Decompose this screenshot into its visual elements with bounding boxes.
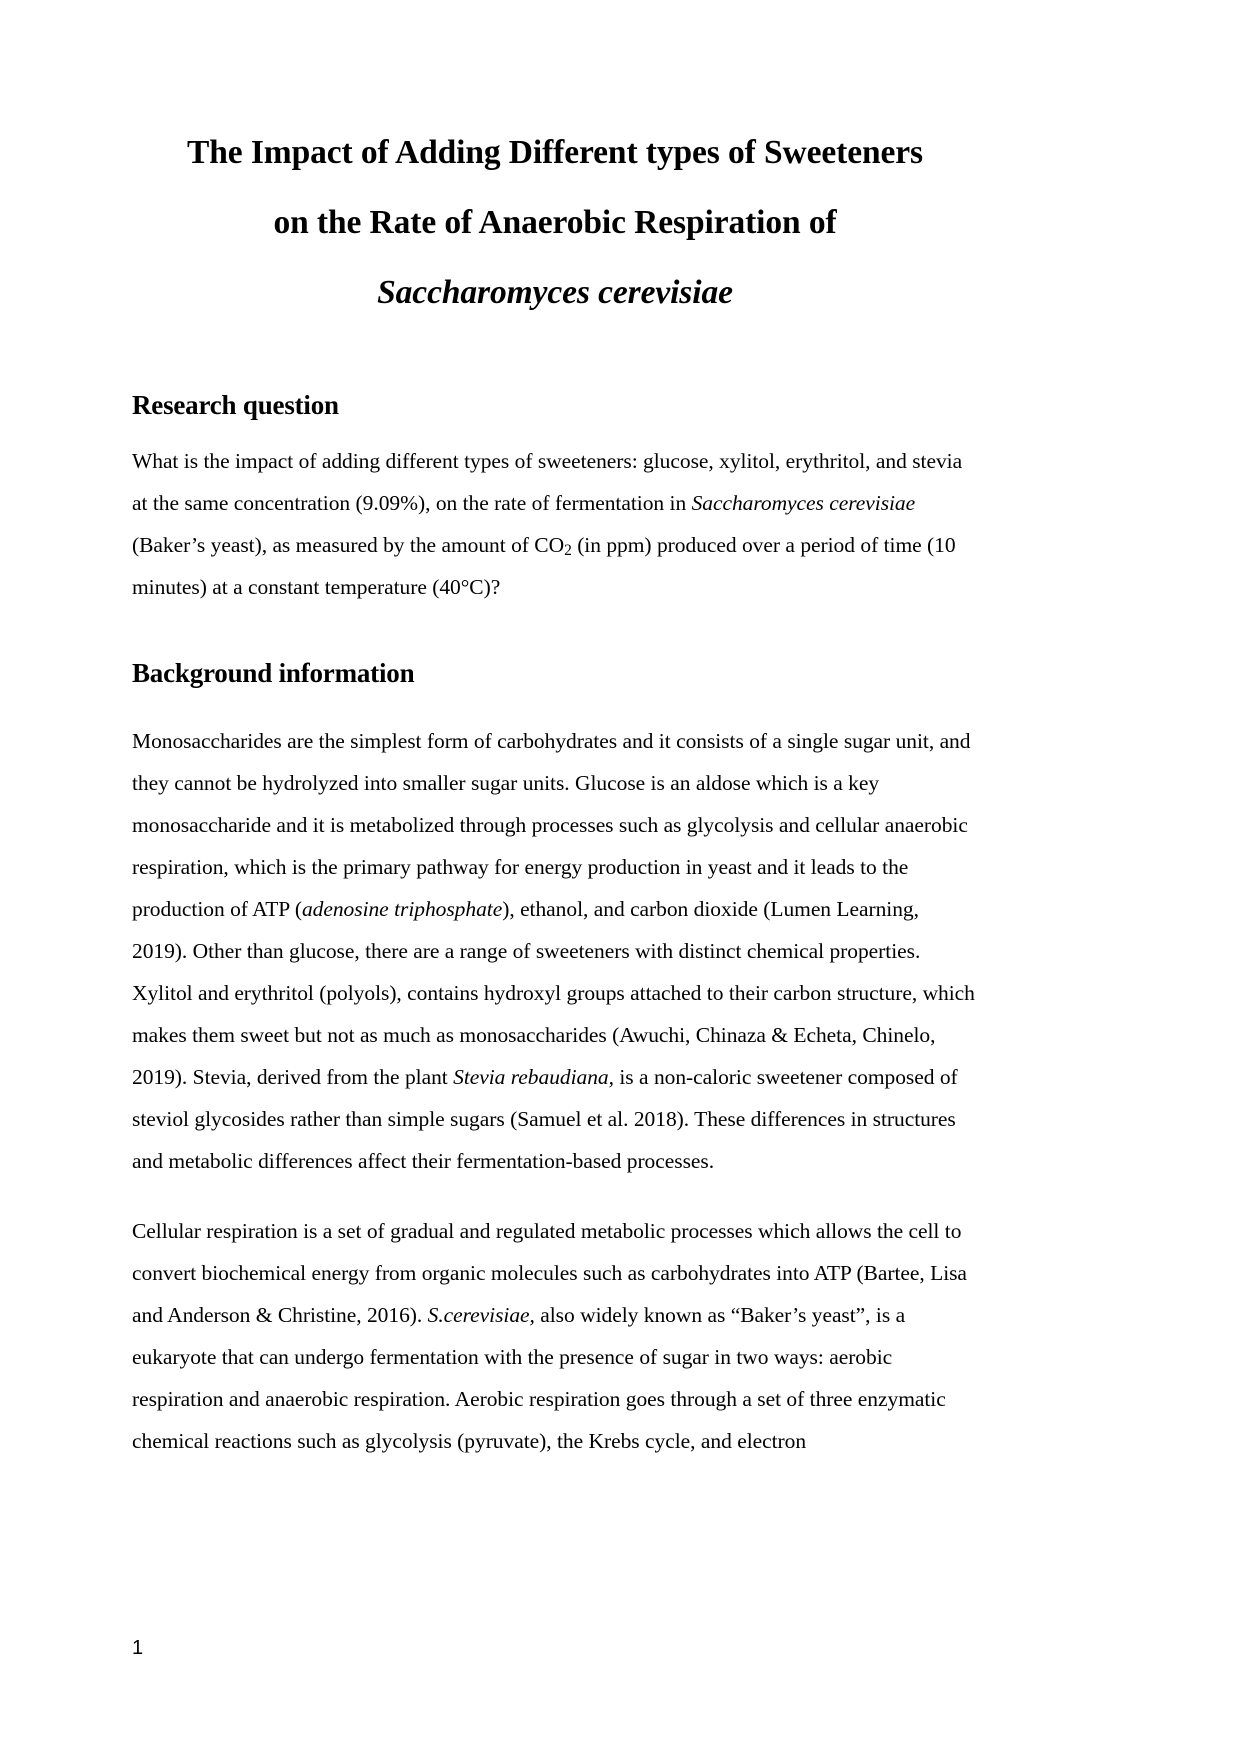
rq-text-part-2: (Baker’s yeast), as measured by the amount of CO (132, 533, 565, 557)
bg2-text-part-2: also widely known as “Baker’s yeast”, is a eukaryote that can undergo fermentation with the presence of sugar in two ways: aerobic respiration and anaerobic respiration. Aerobic respiration goes through a set of three enzymatic chemical reactions such as glycolysis (pyruvate), the Krebs cycle, and electron (132, 1303, 946, 1453)
bg1-text-part-1: Monosaccharides are the simplest form of carbohydrates and it consists of a single sugar unit, and they cannot be hydrolyzed into smaller sugar units. Glucose is an aldose which is a key monosaccharide and it is metabolized through processes such as glycolysis and cellular anaerobic respiration, which is the primary pathway for energy production in yeast and it leads to the production of ATP ( (132, 729, 971, 921)
bg1-text-part-2: ), ethanol, and carbon dioxide (Lumen Learning, 2019). Other than glucose, there are a range of sweeteners with distinct chemical properties. Xylitol and erythritol (polyols), contains hydroxyl groups attached to their carbon structure, which makes them sweet but not as much as monosaccharides (Awuchi, Chinaza & Echeta, Chinelo, 2019). Stevia, derived from the plant (132, 897, 975, 1089)
rq-text-part-3: (in ppm) produced over a period of time (10 minutes) at a constant temperature (40°C)? (132, 533, 956, 599)
bg2-text-part-1: Cellular respiration is a set of gradual and regulated metabolic processes which allows the cell to convert biochemical energy from organic molecules such as carbohydrates into ATP (Bartee, Lisa and Anderson & Christine, 2016). (132, 1219, 967, 1327)
heading-research-question: Research question (132, 390, 339, 420)
co2-subscript: 2 (564, 541, 572, 559)
title-line-2: on the Rate of Anaerobic Respiration of (273, 204, 837, 241)
bg1-italic-adenosine-triphosphate: adenosine triphosphate (301, 897, 503, 921)
paragraph-background-2 (132, 1182, 978, 1462)
bg1-italic-stevia-rebaudiana: Stevia rebaudiana, (453, 1065, 614, 1089)
paragraph-background-1 (132, 690, 978, 1182)
bg2-italic-s-cerevisiae: S.cerevisiae, (427, 1303, 535, 1327)
bg1-text-part-3: is a non-caloric sweetener composed of steviol glycosides rather than simple sugars (Samuel et al. 2018). These differences in structures and metabolic differences affect their fermentation-based processes. (132, 1065, 958, 1173)
rq-text-part-1: What is the impact of adding different types of sweeteners: glucose, xylitol, erythritol, and stevia at the same concentration (9.09%), on the rate of fermentation in (132, 449, 963, 515)
paragraph-research-question (132, 422, 978, 608)
page-number: 1 (132, 1637, 144, 1659)
heading-background-information: Background information (132, 658, 415, 688)
rq-species-italic: Saccharomyces cerevisiae (691, 491, 916, 515)
title-line-3-species: Saccharomyces cerevisiae (377, 274, 733, 311)
page-content (132, 0, 978, 1462)
page-title (132, 0, 978, 328)
title-line-1: The Impact of Adding Different types of Sweeteners (187, 134, 923, 171)
